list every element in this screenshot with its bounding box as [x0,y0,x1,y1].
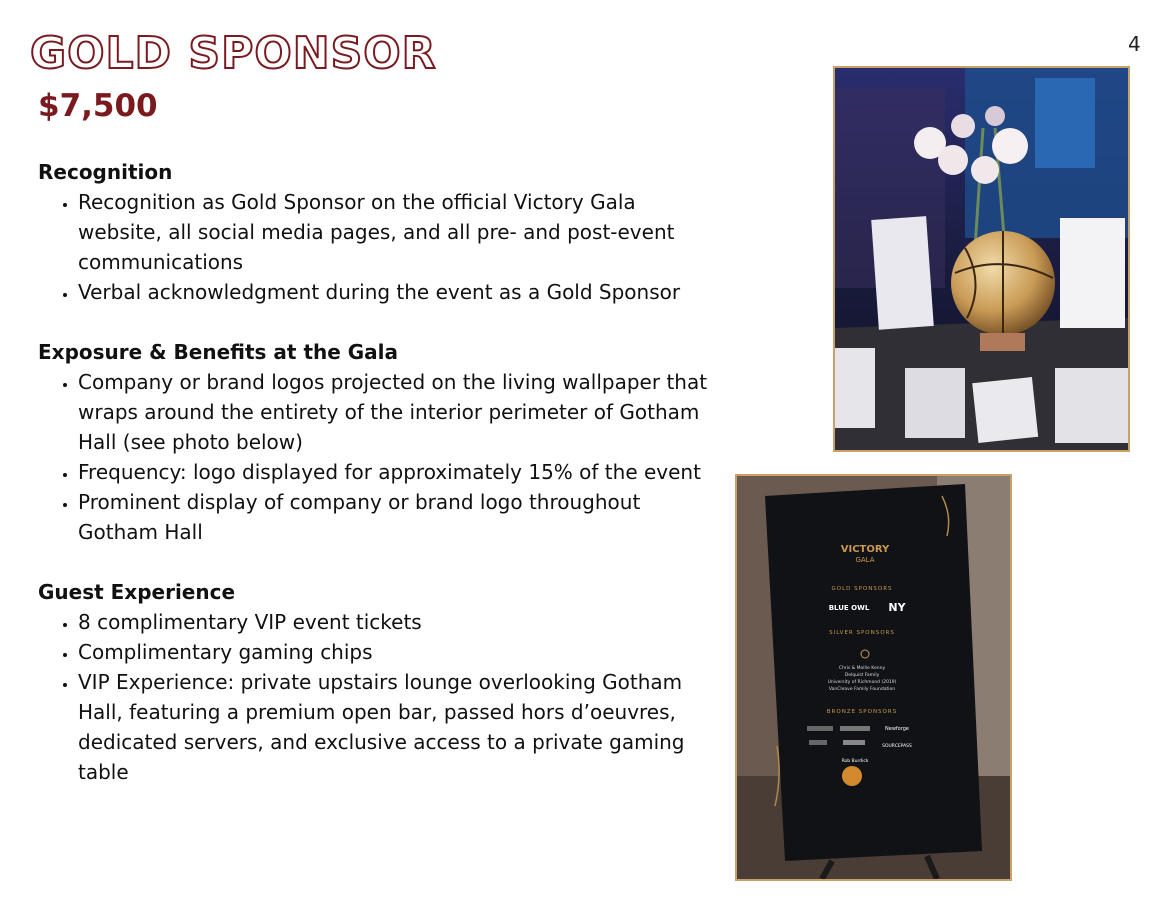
recognition-list [38,187,718,307]
sign-bronze-logo: SOURCEPASS [882,744,912,749]
basketball-centerpiece-photo [833,66,1130,452]
sign-silver-heading: SILVER SPONSORS [829,630,895,636]
basketball-illustration [835,68,1128,450]
section-heading-exposure: Exposure & Benefits at the Gala [38,340,399,364]
list-item: • Prominent display of company or brand logo throughout Gotham Hall [78,487,718,547]
sign-silver-name: Chris & Mollie Kenny [838,666,886,671]
section-heading-guest-experience: Guest Experience [38,580,236,604]
sign-gold-logo-blue-owl: BLUE OWL [828,604,870,612]
list-item: • Frequency: logo displayed for approximately 15% of the event [78,457,718,487]
sponsor-sign-illustration [737,476,1010,879]
page-number: 4 [1128,32,1141,56]
sign-silver-name: Delquist Family [844,673,880,678]
sign-bronze-logo: Newforge [885,726,909,732]
sign-gold-logo-ny: NY [888,601,906,614]
list-item: • Verbal acknowledgment during the event as a Gold Sponsor [78,277,718,307]
sponsor-sign-photo [735,474,1012,881]
section-heading-recognition: Recognition [38,160,173,184]
page-title: GOLD SPONSOR [30,28,437,79]
sign-gold-heading: GOLD SPONSORS [831,586,893,592]
guest-experience-list [38,607,718,787]
sign-bronze-heading: BRONZE SPONSORS [826,709,898,715]
list-item: • 8 complimentary VIP event tickets [78,607,718,637]
list-item: • Complimentary gaming chips [78,637,718,667]
sign-bronze-logo: Rob Burdick [841,759,869,764]
exposure-list [38,367,718,547]
sign-silver-name: University of Richmond (2019) [827,680,897,685]
list-item: • Recognition as Gold Sponsor on the official Victory Gala website, all social media pages, and all pre- and post-event communications [78,187,718,277]
benefits-content [38,157,718,817]
sign-silver-name: VanCleave Family Foundation [828,687,896,692]
sign-logo-gala: GALA [855,556,875,564]
sponsor-price: $7,500 [38,88,158,124]
sign-logo-victory: VICTORY [840,544,890,555]
list-item: • VIP Experience: private upstairs lounge overlooking Gotham Hall, featuring a premium open bar, passed hors d’oeuvres, dedicated servers, and exclusive access to a private gaming table [78,667,718,787]
list-item: • Company or brand logos projected on the living wallpaper that wraps around the entirety of the interior perimeter of Gotham Hall (see photo below) [78,367,718,457]
knicks-logo-icon [842,766,862,786]
